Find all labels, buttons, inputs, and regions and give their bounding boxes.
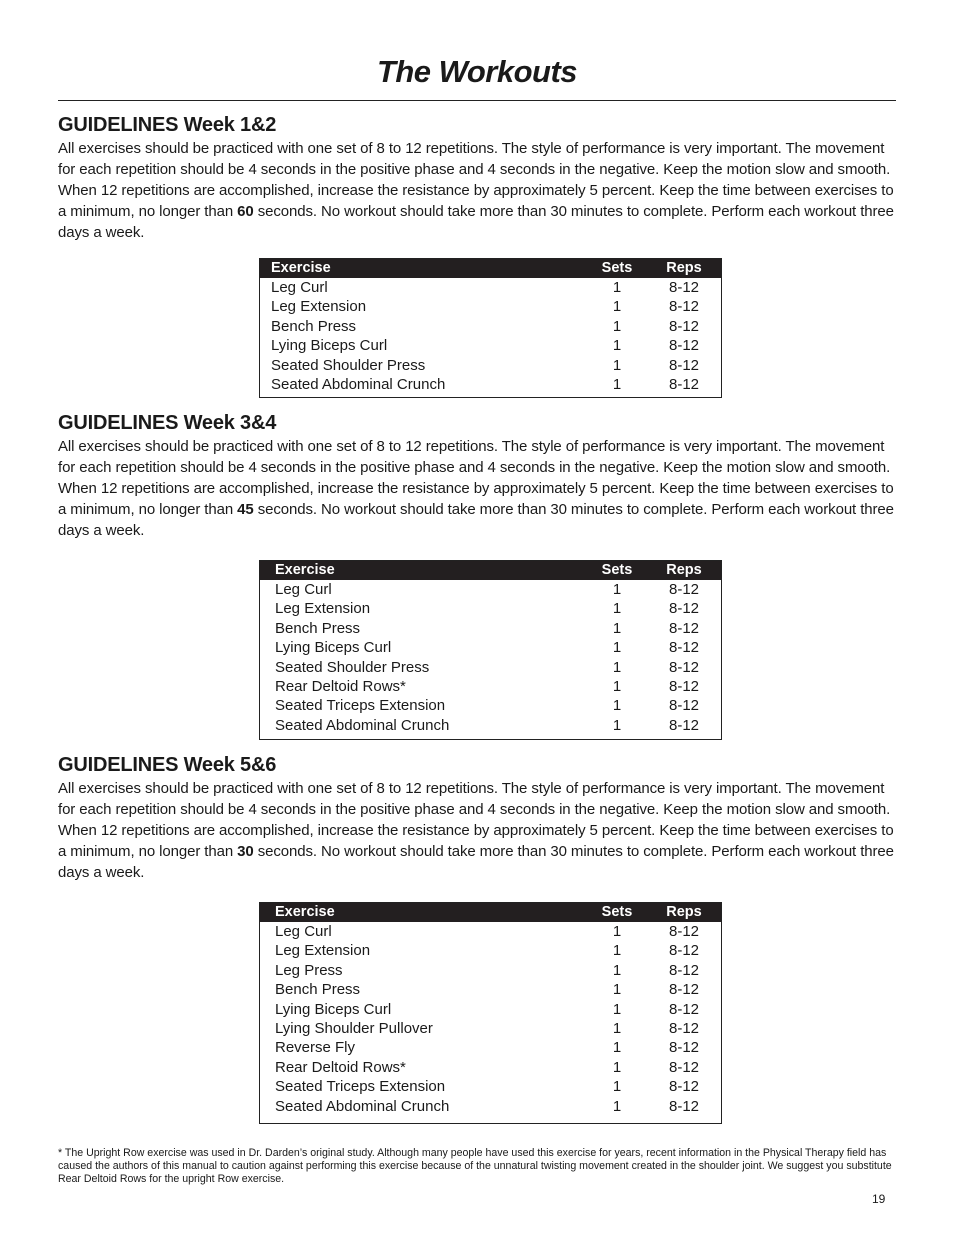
table-row — [260, 658, 721, 677]
exercise-name: Leg Curl — [275, 581, 332, 598]
reps-value: 8-12 — [668, 581, 700, 598]
workout-table-week-1-2 — [259, 258, 722, 398]
reps-value: 8-12 — [668, 337, 700, 355]
workout-table-week-3-4 — [259, 560, 722, 740]
table-header — [260, 259, 721, 278]
section-week-5-6 — [58, 752, 898, 883]
section-paragraph: All exercises should be practiced with one set of 8 to 12 repetitions. The style of performance is very important. The movement for each repetition should be 4 seconds in the positive phase and 4 seconds in the negative. Keep the motion slow and smooth. When 12 repetitions are accomplished, increase the resistance by approximately 5 percent. Keep the time between exercises to a minimum, no longer than 30 seconds. No workout should take more than 30 minutes to complete. Perform each workout three days a week. — [58, 780, 894, 881]
sets-value: 1 — [612, 619, 622, 637]
table-row — [260, 1058, 721, 1077]
exercise-name: Seated Triceps Extension — [275, 1078, 446, 1096]
reps-value: 8-12 — [668, 677, 700, 695]
exercise-name: Seated Shoulder Press — [271, 356, 426, 374]
exercise-name: Leg Press — [275, 961, 343, 979]
sets-value: 1 — [612, 716, 622, 734]
rest-seconds: 45 — [237, 501, 254, 518]
section-heading: GUIDELINES Week 1&2 — [58, 114, 277, 136]
reps-value: 8-12 — [668, 298, 700, 316]
sets-value: 1 — [612, 1078, 622, 1096]
sets-value: 1 — [612, 337, 622, 355]
exercise-name: Seated Shoulder Press — [275, 658, 430, 676]
exercise-name: Lying Shoulder Pullover — [275, 1019, 433, 1037]
rest-seconds: 30 — [237, 843, 254, 860]
reps-value: 8-12 — [668, 600, 700, 618]
exercise-name: Seated Triceps Extension — [275, 697, 446, 715]
reps-value: 8-12 — [668, 1019, 700, 1037]
sets-value: 1 — [612, 677, 622, 695]
exercise-name: Bench Press — [275, 981, 361, 999]
table-row — [260, 580, 721, 599]
reps-value: 8-12 — [668, 317, 700, 335]
sets-value: 1 — [612, 581, 622, 598]
title-divider — [58, 100, 896, 101]
sets-value: 1 — [612, 697, 622, 715]
reps-value: 8-12 — [668, 1078, 700, 1096]
reps-value: 8-12 — [668, 923, 700, 940]
reps-value: 8-12 — [668, 961, 700, 979]
table-row — [260, 677, 721, 696]
reps-value: 8-12 — [668, 716, 700, 734]
sets-value: 1 — [612, 356, 622, 374]
exercise-name: Leg Extension — [275, 600, 371, 618]
workout-table-week-5-6 — [259, 902, 722, 1124]
exercise-name: Seated Abdominal Crunch — [271, 375, 446, 393]
sets-value: 1 — [612, 279, 622, 296]
sets-value: 1 — [612, 923, 622, 940]
table-row — [260, 980, 721, 999]
sets-value: 1 — [612, 600, 622, 618]
reps-value: 8-12 — [668, 375, 700, 393]
header-sets: Sets — [601, 562, 633, 578]
sets-value: 1 — [612, 1000, 622, 1018]
sets-value: 1 — [612, 1058, 622, 1076]
table-row — [260, 1077, 721, 1096]
table-row — [260, 1097, 721, 1116]
table-row — [260, 696, 721, 715]
sets-value: 1 — [612, 1097, 622, 1115]
table-row — [260, 638, 721, 657]
exercise-name: Bench Press — [275, 619, 361, 637]
table-row — [260, 278, 721, 297]
sets-value: 1 — [612, 658, 622, 676]
exercise-name: Lying Biceps Curl — [271, 337, 388, 355]
table-row — [260, 1000, 721, 1019]
sets-value: 1 — [612, 961, 622, 979]
sets-value: 1 — [612, 298, 622, 316]
page-number: 19 — [872, 1192, 886, 1206]
section-paragraph: All exercises should be practiced with one set of 8 to 12 repetitions. The style of performance is very important. The movement for each repetition should be 4 seconds in the positive phase and 4 seconds in the negative. Keep the motion slow and smooth. When 12 repetitions are accomplished, increase the resistance by approximately 5 percent. Keep the time between exercises to a minimum, no longer than 60 seconds. No workout should take more than 30 minutes to complete. Perform each workout three days a week. — [58, 140, 894, 241]
table-row — [260, 336, 721, 355]
reps-value: 8-12 — [668, 981, 700, 999]
sets-value: 1 — [612, 317, 622, 335]
header-exercise: Exercise — [275, 562, 335, 578]
table-header — [260, 561, 721, 580]
exercise-name: Seated Abdominal Crunch — [275, 716, 450, 734]
table-row — [260, 317, 721, 336]
table-row — [260, 922, 721, 941]
table-row — [260, 599, 721, 618]
table-row — [260, 619, 721, 638]
header-reps: Reps — [666, 904, 702, 920]
header-reps: Reps — [666, 260, 702, 276]
exercise-name: Lying Biceps Curl — [275, 1000, 392, 1018]
exercise-name: Rear Deltoid Rows* — [275, 677, 406, 695]
reps-value: 8-12 — [668, 356, 700, 374]
section-week-3-4 — [58, 410, 898, 541]
reps-value: 8-12 — [668, 1097, 700, 1115]
exercise-name: Leg Extension — [271, 298, 367, 316]
sets-value: 1 — [612, 1019, 622, 1037]
exercise-name: Rear Deltoid Rows* — [275, 1058, 406, 1076]
header-reps: Reps — [666, 562, 702, 578]
sets-value: 1 — [612, 942, 622, 960]
exercise-name: Leg Extension — [275, 942, 371, 960]
header-sets: Sets — [601, 260, 633, 276]
reps-value: 8-12 — [668, 619, 700, 637]
exercise-name: Lying Biceps Curl — [275, 639, 392, 657]
sets-value: 1 — [612, 375, 622, 393]
header-exercise: Exercise — [275, 904, 335, 920]
reps-value: 8-12 — [668, 697, 700, 715]
exercise-name: Leg Curl — [275, 923, 332, 940]
table-row — [260, 375, 721, 394]
footnote: * The Upright Row exercise was used in Dr. Darden’s original study. Although many people have used this exercise for years, recent information in the Physical Therapy field has caused the authors of this manual to caution against performing this exercise because of the unnatural twisting movement created in the shoulder joint. We suggest you substitute Rear Deltoid Rows for the upright Row exercise. — [58, 1147, 892, 1185]
section-paragraph: All exercises should be practiced with one set of 8 to 12 repetitions. The style of performance is very important. The movement for each repetition should be 4 seconds in the positive phase and 4 seconds in the negative. Keep the motion slow and smooth. When 12 repetitions are accomplished, increase the resistance by approximately 5 percent. Keep the time between exercises to a minimum, no longer than 45 seconds. No workout should take more than 30 minutes to complete. Perform each workout three days a week. — [58, 438, 894, 539]
sets-value: 1 — [612, 639, 622, 657]
sets-value: 1 — [612, 1039, 622, 1057]
table-row — [260, 941, 721, 960]
reps-value: 8-12 — [668, 1058, 700, 1076]
exercise-name: Bench Press — [271, 317, 357, 335]
header-exercise: Exercise — [271, 260, 331, 276]
section-heading: GUIDELINES Week 3&4 — [58, 412, 277, 434]
exercise-name: Leg Curl — [271, 279, 328, 296]
page-title: The Workouts — [376, 54, 578, 89]
table-row — [260, 716, 721, 735]
section-heading: GUIDELINES Week 5&6 — [58, 754, 277, 776]
reps-value: 8-12 — [668, 1000, 700, 1018]
table-row — [260, 961, 721, 980]
reps-value: 8-12 — [668, 658, 700, 676]
reps-value: 8-12 — [668, 1039, 700, 1057]
reps-value: 8-12 — [668, 942, 700, 960]
rest-seconds: 60 — [237, 203, 254, 220]
table-row — [260, 1019, 721, 1038]
table-header — [260, 903, 721, 922]
exercise-name: Seated Abdominal Crunch — [275, 1097, 450, 1115]
reps-value: 8-12 — [668, 279, 700, 296]
section-week-1-2 — [58, 112, 898, 243]
reps-value: 8-12 — [668, 639, 700, 657]
table-row — [260, 297, 721, 316]
exercise-name: Reverse Fly — [275, 1039, 356, 1057]
table-row — [260, 1038, 721, 1057]
table-row — [260, 356, 721, 375]
header-sets: Sets — [601, 904, 633, 920]
sets-value: 1 — [612, 981, 622, 999]
